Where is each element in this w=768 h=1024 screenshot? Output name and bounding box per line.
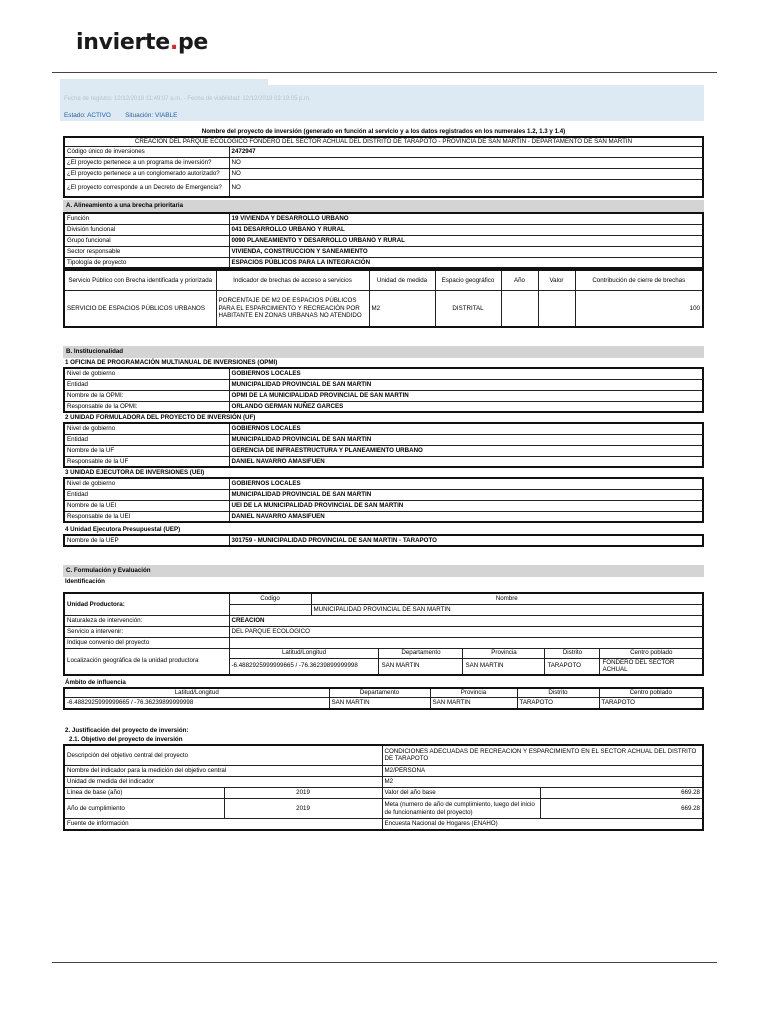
invierte-logo: invierte.pe	[76, 30, 209, 55]
label: Entidad	[64, 489, 229, 500]
estado-value: ACTIVO	[87, 112, 111, 119]
column-header: Latitud/Longitud	[64, 688, 329, 698]
label: División funcional	[64, 224, 229, 235]
label: Unidad de medida del indicador	[64, 777, 382, 788]
cell: SAN MARTIN	[463, 658, 545, 675]
uf-title: 2 UNIDAD FORMULADORA DEL PROYECTO DE INVERSIÓN (UF)	[65, 414, 256, 421]
cell: SAN MARTIN	[379, 658, 463, 675]
column-header: Año	[501, 270, 538, 290]
cell: TARAPOTO	[599, 698, 703, 709]
column-header: Centro poblado	[599, 688, 703, 698]
project-name: CREACION DEL PARQUE ECOLOGICO FONDERO DEL SECTOR ACHUAL DEL DISTRITO DE TARAPOTO - PROVINCIA DE SAN MARTIN - DEPARTAMENTO DE SAN MARTIN	[64, 137, 703, 146]
label: Grupo funcional	[64, 235, 229, 246]
project-general-table	[63, 136, 704, 198]
label: Entidad	[64, 434, 229, 445]
value: ORLANDO GERMAN NUÑEZ GARCES	[229, 401, 703, 412]
column-header: Unidad de medida	[369, 270, 435, 290]
label: Localización geográfica de la unidad productora	[64, 648, 229, 675]
value: 19 VIVIENDA Y DESARROLLO URBANO	[229, 213, 703, 224]
cell: SAN MARTIN	[329, 698, 430, 709]
cell: DISTRITAL	[435, 290, 501, 327]
label: Sector responsable	[64, 246, 229, 257]
value: NO	[229, 179, 703, 197]
objetivo-table	[63, 744, 704, 831]
column-header: Latitud/Longitud	[229, 648, 379, 658]
label: Nivel de gobierno	[64, 368, 229, 379]
value: 301759 - MUNICIPALIDAD PROVINCIAL DE SAN MARTIN - TARAPOTO	[229, 535, 703, 546]
justificacion-title: 2. Justificación del proyecto de inversión:	[65, 726, 189, 734]
label: Descripción del objetivo central del proyecto	[64, 745, 382, 766]
label: Responsable de la UEI	[64, 511, 229, 522]
value: MUNICIPALIDAD PROVINCIAL DE SAN MARTIN	[229, 434, 703, 445]
unidad-nombre: MUNICIPALIDAD PROVINCIAL DE SAN MARTIN	[311, 604, 703, 615]
uf-table	[63, 422, 704, 468]
column-header: Provincia	[463, 648, 545, 658]
cell	[538, 290, 575, 327]
value: DEL PARQUE ECOLOGICO	[229, 626, 703, 637]
situacion-value: VIABLE	[154, 112, 178, 119]
label: Nivel de gobierno	[64, 478, 229, 489]
section-a-title: A. Alineamiento a una brecha prioritaria	[63, 200, 704, 212]
label: Unidad Productora:	[64, 593, 229, 615]
value: CREACION	[229, 615, 703, 626]
registration-dates: Fecha de registro: 12/12/2019 11:49:07 a.m. - Fecha de viabilidad: 12/12/2019 03:19:05 p.m.	[64, 96, 311, 102]
value: 669.28	[540, 799, 703, 819]
value: Encuesta Nacional de Hogares (ENAHO)	[382, 819, 703, 830]
value: GERENCIA DE INFRAESTRUCTURA Y PLANEAMIENTO URBANO	[229, 445, 703, 456]
label: Fuente de información	[64, 819, 382, 830]
label: Nombre de la UEI	[64, 500, 229, 511]
value: VIVIENDA, CONSTRUCCION Y SANEAMIENTO	[229, 246, 703, 257]
column-header: Distrito	[517, 688, 599, 698]
column-header: Centro poblado	[600, 648, 703, 658]
ambito-table	[63, 687, 704, 710]
cell: 100	[575, 290, 703, 327]
value: GOBIERNOS LOCALES	[229, 478, 703, 489]
cell	[501, 290, 538, 327]
label: Nivel de gobierno	[64, 423, 229, 434]
status-line: Estado: ACTIVO Situación: VIABLE	[64, 112, 178, 119]
cell: PORCENTAJE DE M2 DE ESPACIOS PÚBLICOS PARA EL ESPARCIMIENTO Y RECREACIÓN POR HABITANTE EN ZONAS URBANAS NO ATENDIDO	[216, 290, 369, 327]
value: CONDICIONES ADECUADAS DE RECREACION Y ESPARCIMIENTO EN EL SECTOR ACHUAL DEL DISTRITO DE TARAPOTO	[382, 745, 703, 766]
column-header: Departamento	[329, 688, 430, 698]
column-header: Contribución de cierre de brechas	[575, 270, 703, 290]
label: Valor del año base	[382, 788, 540, 799]
label: Línea de base (año)	[64, 788, 224, 799]
cell: M2	[369, 290, 435, 327]
column-header: Distrito	[545, 648, 600, 658]
cell: TARAPOTO	[545, 658, 600, 675]
column-header: Provincia	[430, 688, 517, 698]
value: DANIEL NAVARRO AMASIFUEN	[229, 456, 703, 467]
label: Nombre de la OPMI:	[64, 390, 229, 401]
column-header: Espacio geográfico	[435, 270, 501, 290]
column-header: Indicador de brechas de acceso a servicios	[216, 270, 369, 290]
brecha-header-row	[64, 270, 703, 290]
opmi-title: 1 OFICINA DE PROGRAMACIÓN MULTIANUAL DE INVERSIONES (OPMI)	[65, 359, 278, 366]
value: MUNICIPALIDAD PROVINCIAL DE SAN MARTIN	[229, 489, 703, 500]
uei-table	[63, 477, 704, 523]
objetivo-title: 2.1. Objetivo del proyecto de inversión	[69, 735, 183, 743]
label: Nombre de la UEP	[64, 535, 229, 546]
uep-title: 4 Unidad Ejecutora Presupuestal (UEP)	[65, 526, 181, 533]
value: OPMI DE LA MUNICIPALIDAD PROVINCIAL DE SAN MARTIN	[229, 390, 703, 401]
cell: FONDERO DEL SECTOR ACHUAL	[600, 658, 703, 675]
value	[229, 637, 703, 648]
value: NO	[229, 157, 703, 168]
identificacion-title: Identificación	[65, 578, 105, 585]
label: Indique convenio del proyecto	[64, 637, 229, 648]
value: GOBIERNOS LOCALES	[229, 423, 703, 434]
value: 041 DESARROLLO URBANO Y RURAL	[229, 224, 703, 235]
value: 2019	[224, 799, 382, 819]
label: Función	[64, 213, 229, 224]
value: GOBIERNOS LOCALES	[229, 368, 703, 379]
brecha-table	[63, 269, 704, 328]
status-panel	[60, 79, 704, 121]
value: 2019	[224, 788, 382, 799]
label: Servicio a intervenir:	[64, 626, 229, 637]
cell: -6.4882925999999665 / -76.36239899999998	[64, 698, 329, 709]
unidad-productora-table	[63, 592, 704, 676]
column-header: Departamento	[379, 648, 463, 658]
label: Código único de inversiones	[64, 146, 229, 157]
label: Naturaleza de intervención:	[64, 615, 229, 626]
value: M2	[382, 777, 703, 788]
footer-divider	[52, 962, 717, 963]
value: ESPACIOS PÚBLICOS PARA LA INTEGRACIÓN	[229, 257, 703, 268]
uep-table	[63, 534, 704, 547]
label: Responsable de la UF	[64, 456, 229, 467]
cell	[229, 604, 311, 615]
value: 0090 PLANEAMIENTO Y DESARROLLO URBANO Y RURAL	[229, 235, 703, 246]
ambito-title: Ámbito de influencia	[65, 678, 126, 686]
section-c-title: C. Formulación y Evaluación	[63, 565, 704, 577]
label: Año de cumplimiento	[64, 799, 224, 819]
cell: TARAPOTO	[517, 698, 599, 709]
label: ¿El proyecto corresponde a un Decreto de Emergencia?	[64, 179, 229, 197]
cell: SAN MARTIN	[430, 698, 517, 709]
section-a-table	[63, 212, 704, 269]
project-document	[63, 127, 704, 831]
label: Nombre de la UF	[64, 445, 229, 456]
section-b-title: B. Institucionalidad	[63, 346, 704, 358]
column-header: Codigo	[229, 593, 311, 604]
column-header: Nombre	[311, 593, 703, 604]
value: 669.28	[540, 788, 703, 799]
cell: SERVICIO DE ESPACIOS PÚBLICOS URBANOS	[64, 290, 216, 327]
value: M2/PERSONA	[382, 766, 703, 777]
label: Tipología de proyecto	[64, 257, 229, 268]
label: Entidad	[64, 379, 229, 390]
label: Meta (numero de año de cumplimiento, luego del inicio de funcionamiento del proyecto)	[382, 799, 540, 819]
label: Nombre del indicador para la medición del objetivo central	[64, 766, 382, 777]
project-title-label: Nombre del proyecto de inversión (generado en función al servicio y a los datos registrados en los numerales 1.2, 1.3 y 1.4)	[201, 128, 566, 135]
cell: -6.4882925999999665 / -76.36239899999998	[229, 658, 379, 675]
header-divider	[52, 72, 717, 73]
label: Responsable de la OPMI:	[64, 401, 229, 412]
opmi-table	[63, 367, 704, 413]
column-header: Servicio Público con Brecha identificada y priorizada	[64, 270, 216, 290]
value: UEI DE LA MUNICIPALIDAD PROVINCIAL DE SAN MARTIN	[229, 500, 703, 511]
value: 2472947	[229, 146, 703, 157]
column-header: Valor	[538, 270, 575, 290]
value: DANIEL NAVARRO AMASIFUEN	[229, 511, 703, 522]
label: ¿El proyecto pertenece a un programa de inversión?	[64, 157, 229, 168]
value: NO	[229, 168, 703, 179]
value: MUNICIPALIDAD PROVINCIAL DE SAN MARTIN	[229, 379, 703, 390]
uei-title: 3 UNIDAD EJECUTORA DE INVERSIONES (UEI)	[65, 469, 205, 476]
table-row	[64, 290, 703, 327]
label: ¿El proyecto pertenece a un conglomerado autorizado?	[64, 168, 229, 179]
